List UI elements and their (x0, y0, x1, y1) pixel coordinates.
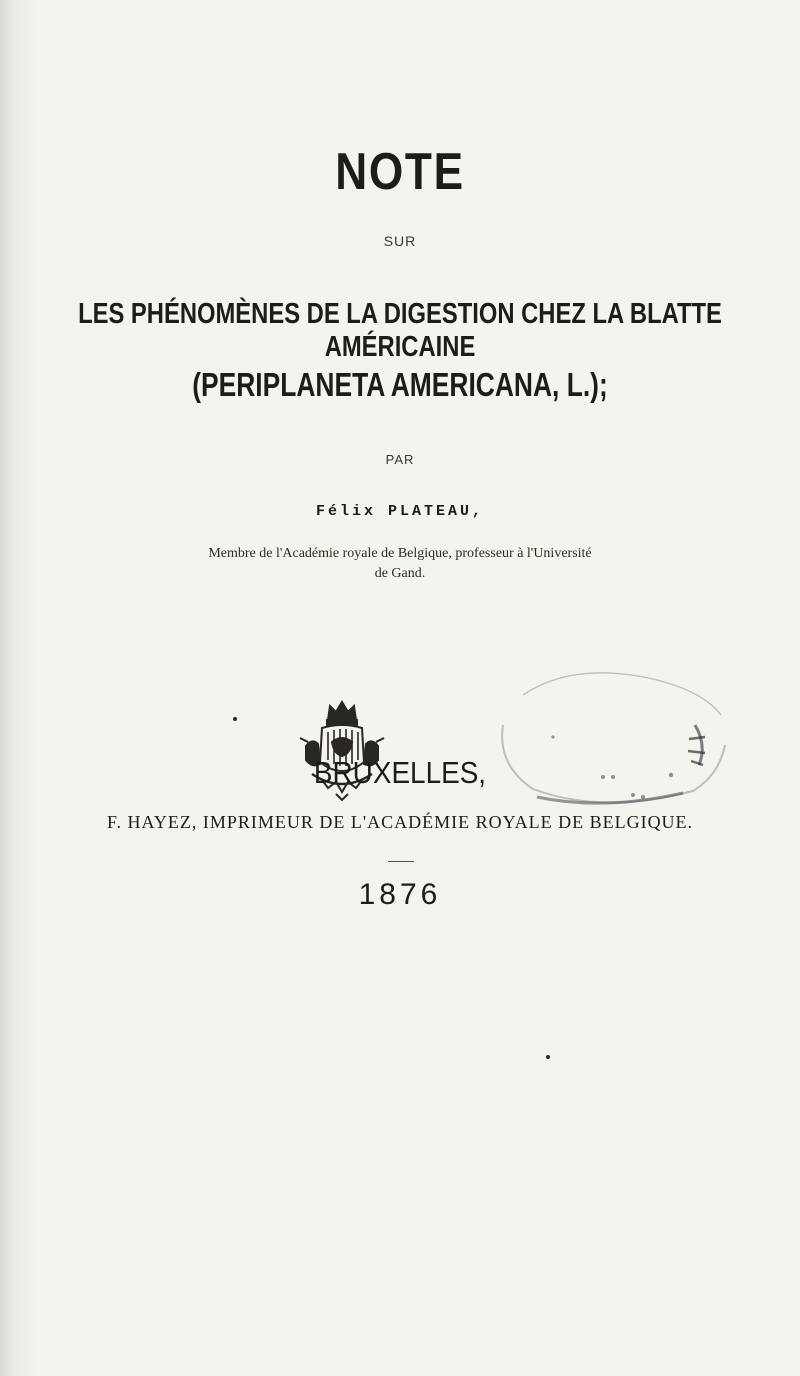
species-heading: (PERIPLANETA AMERICANA, L.); (192, 366, 608, 403)
author-affiliation-line2: de Gand. (374, 566, 426, 581)
imprint-year: 1876 (358, 878, 442, 911)
par-label: PAR (385, 452, 415, 467)
subject-heading: LES PHÉNOMÈNES DE LA DIGESTION CHEZ LA BLATTE AMÉRICAINE (78, 298, 722, 363)
author-affiliation-line1: Membre de l'Académie royale de Belgique, professeur à l'Université (208, 546, 592, 561)
imprint-printer: F. HAYEZ, IMPRIMEUR DE L'ACADÉMIE ROYALE DE BELGIQUE. (106, 812, 694, 832)
author-name: Félix PLATEAU, (315, 503, 485, 520)
imprint-city: BRUXELLES, (313, 755, 487, 790)
ink-speck (233, 717, 237, 721)
ink-speck (546, 1055, 550, 1059)
sur-label: SUR (383, 233, 417, 249)
page-title: NOTE (335, 143, 465, 201)
divider-rule (388, 861, 414, 862)
